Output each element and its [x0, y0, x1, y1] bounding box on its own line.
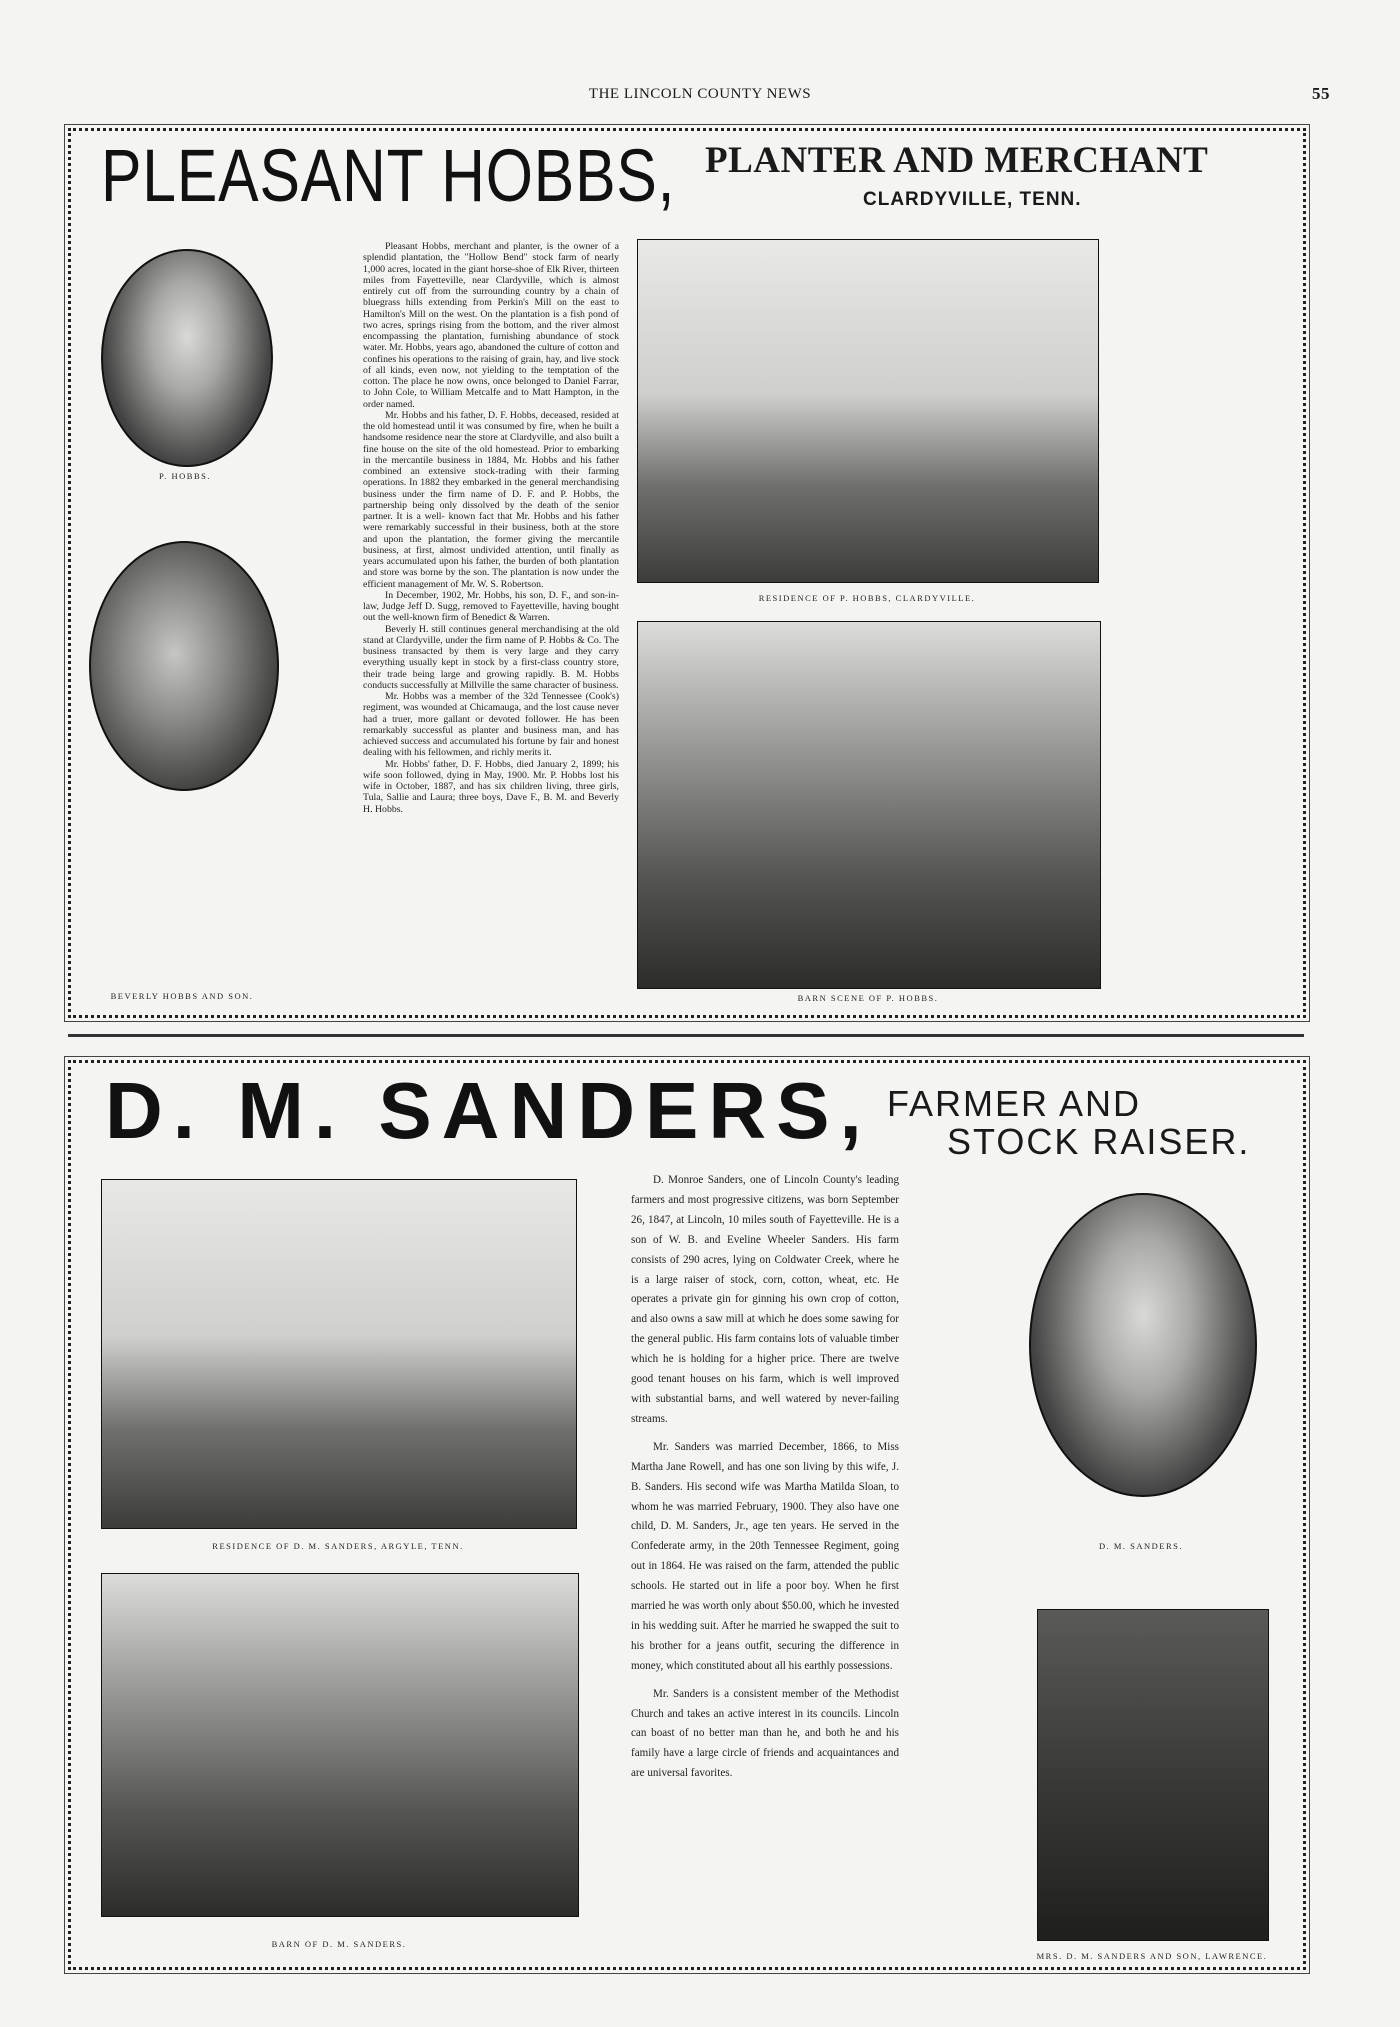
caption-d-m-sanders: D. M. SANDERS. — [1098, 1541, 1184, 1551]
hobbs-paragraph: Mr. Hobbs' father, D. F. Hobbs, died January 2, 1899; his wife soon followed, dying in May, 1900. Mr. P. Hobbs lost his wife in October, 1887, and has six children living, three girls, Tula, Sallie and Laura; three boys, Dave F., B. M. and Beverly H. Hobbs. — [363, 758, 619, 815]
photo-residence-p-hobbs — [637, 239, 1099, 583]
page-number: 55 — [1312, 84, 1330, 103]
caption-residence-d-m-sanders: RESIDENCE OF D. M. SANDERS, ARGYLE, TENN. — [212, 1541, 464, 1551]
section-divider — [68, 1034, 1304, 1037]
photo-barn-d-m-sanders — [101, 1573, 579, 1917]
caption-barn-d-m-sanders: BARN OF D. M. SANDERS. — [271, 1939, 407, 1949]
newspaper-title: THE LINCOLN COUNTY NEWS — [588, 86, 812, 102]
photo-mrs-sanders-and-son — [1037, 1609, 1269, 1941]
portrait-d-m-sanders — [1029, 1193, 1257, 1497]
sanders-headline-role-line1: FARMER AND — [887, 1083, 1142, 1124]
caption-barn-scene-p-hobbs: BARN SCENE OF P. HOBBS. — [797, 993, 939, 1003]
hobbs-paragraph: Beverly H. still continues general merchandising at the old stand at Clardyville, under the firm name of P. Hobbs & Co. The business transacted by them is very large and they carry everything usually kept in stock by a first-class country store, their trade being large and growing rapidly. B. M. Hobbs conducts successfully at Millville the same character of business. — [363, 623, 619, 691]
caption-mrs-sanders-and-son: MRS. D. M. SANDERS AND SON, LAWRENCE. — [1036, 1951, 1268, 1961]
portrait-beverly-hobbs-and-son — [89, 541, 279, 791]
hobbs-headline-place: CLARDYVILLE, TENN. — [863, 189, 1082, 210]
running-head — [70, 86, 1330, 108]
sanders-headline-role-line2: STOCK RAISER. — [947, 1121, 1251, 1162]
sanders-paragraph: Mr. Sanders is a consistent member of the Methodist Church and takes an active interest in its councils. Lincoln can boast of no better man than he, and both he and his family have a large circle of friends and acquaintances and are universal favorites. — [631, 1687, 899, 1780]
hobbs-paragraph: In December, 1902, Mr. Hobbs, his son, D. F., and son-in-law, Judge Jeff D. Sugg, removed to Fayetteville, having bought out the well-known firm of Benedict & Warren. — [363, 589, 619, 624]
hobbs-headline-role: PLANTER AND MERCHANT — [705, 140, 1209, 181]
photo-residence-d-m-sanders — [101, 1179, 577, 1529]
hobbs-paragraph: Pleasant Hobbs, merchant and planter, is the owner of a splendid plantation, the "Hollow Bend" stock farm of nearly 1,000 acres, located in the giant horse-shoe of Elk River, thirteen miles from Fayetteville, near Clardyville, which is almost entirely cut off from the surrounding country by a chain of bluegrass hills extending from Perkin's Mill on the east to Hamilton's Mill on the west. On the plantation is a fish pond of two acres, springs rising from the bottom, and the river almost encompassing the plantation, furnishing abundance of stock water. Mr. Hobbs, years ago, abandoned the culture of cotton and confines his operations to the raising of grain, hay, and live stock of all kinds, even now, not yielding to the temptation of the cotton. The place he now owns, once belonged to Daniel Farrar, to John Cole, to William Metcalfe and to Matt Hampton, in the order named. — [363, 241, 619, 410]
caption-beverly-hobbs: BEVERLY HOBBS AND SON. — [110, 991, 254, 1001]
caption-p-hobbs: P. HOBBS. — [158, 471, 211, 481]
sanders-paragraph: D. Monroe Sanders, one of Lincoln County's leading farmers and most progressive citizens, was born September 26, 1847, at Lincoln, 10 miles south of Fayetteville. He is a son of W. B. and Eveline Wheeler Sanders. His farm consists of 290 acres, lying on Coldwater Creek, where he is a large raiser of stock, corn, cotton, wheat, etc. He operates a private gin for ginning his own crop of cotton, and also owns a saw mill at which he does some sawing for the general public. His farm contains lots of valuable timber which he is holding for a higher price. There are twelve good tenant houses on his farm, which is well improved with substantial barns, and well watered by never-failing streams. — [631, 1174, 899, 1425]
portrait-p-hobbs — [101, 249, 273, 467]
hobbs-headline-name: PLEASANT HOBBS, — [101, 134, 676, 217]
hobbs-paragraph: Mr. Hobbs and his father, D. F. Hobbs, deceased, resided at the old homestead until it was consumed by fire, when he built a handsome residence near the store at Clardyville, and also built a fine house on the site of the old homestead. Prior to embarking in the mercantile business in 1884, Mr. Hobbs and his father combined an extensive stock-trading with their farming operations. In 1882 they embarked in the general merchandising business under the firm name of D. F. and P. Hobbs, the partnership being only dissolved by the death of the senior partner. It is a well- known fact that Mr. Hobbs and his father were remarkably successful in their business, both at the store and upon the plantation, the former giving the mercantile business, at first, almost undivided attention, until finally as years accumulated upon his father, the burden of both plantation and store was borne by the son. The plantation is now under the efficient management of Mr. W. S. Robertson. — [363, 409, 619, 590]
photo-barn-scene-p-hobbs — [637, 621, 1101, 989]
sanders-article-body — [631, 1171, 899, 1784]
hobbs-article-body — [363, 241, 619, 815]
sanders-paragraph: Mr. Sanders was married December, 1866, to Miss Martha Jane Rowell, and has one son living by this wife, J. B. Sanders. His second wife was Martha Matilda Sloan, to whom he was married February, 1900. They also have one child, D. M. Sanders, Jr., age ten years. He served in the Confederate army, in the 20th Tennessee Regiment, going out in 1864. He was raised on the farm, attended the public schools. He started out in life a poor boy. When he first married he was worth only about $50.00, which he invested in his wedding suit. After he married he swapped the suit to his brother for a jeans outfit, securing the difference in money, which constituted about all his earthly possessions. — [631, 1440, 899, 1672]
caption-residence-p-hobbs: RESIDENCE OF P. HOBBS, CLARDYVILLE. — [758, 593, 976, 603]
hobbs-article — [68, 128, 1306, 1018]
hobbs-paragraph: Mr. Hobbs was a member of the 32d Tennessee (Cook's) regiment, was wounded at Chicamauga, and the lost cause never had a truer, more gallant or devoted follower. He has been remarkably successful as planter and business man, and has achieved success and accumulated his fortune by fair and honest dealing with his fellowmen, and richly merits it. — [363, 691, 619, 759]
sanders-headline-name: D. M. SANDERS, — [105, 1066, 872, 1155]
sanders-article — [68, 1060, 1306, 1970]
